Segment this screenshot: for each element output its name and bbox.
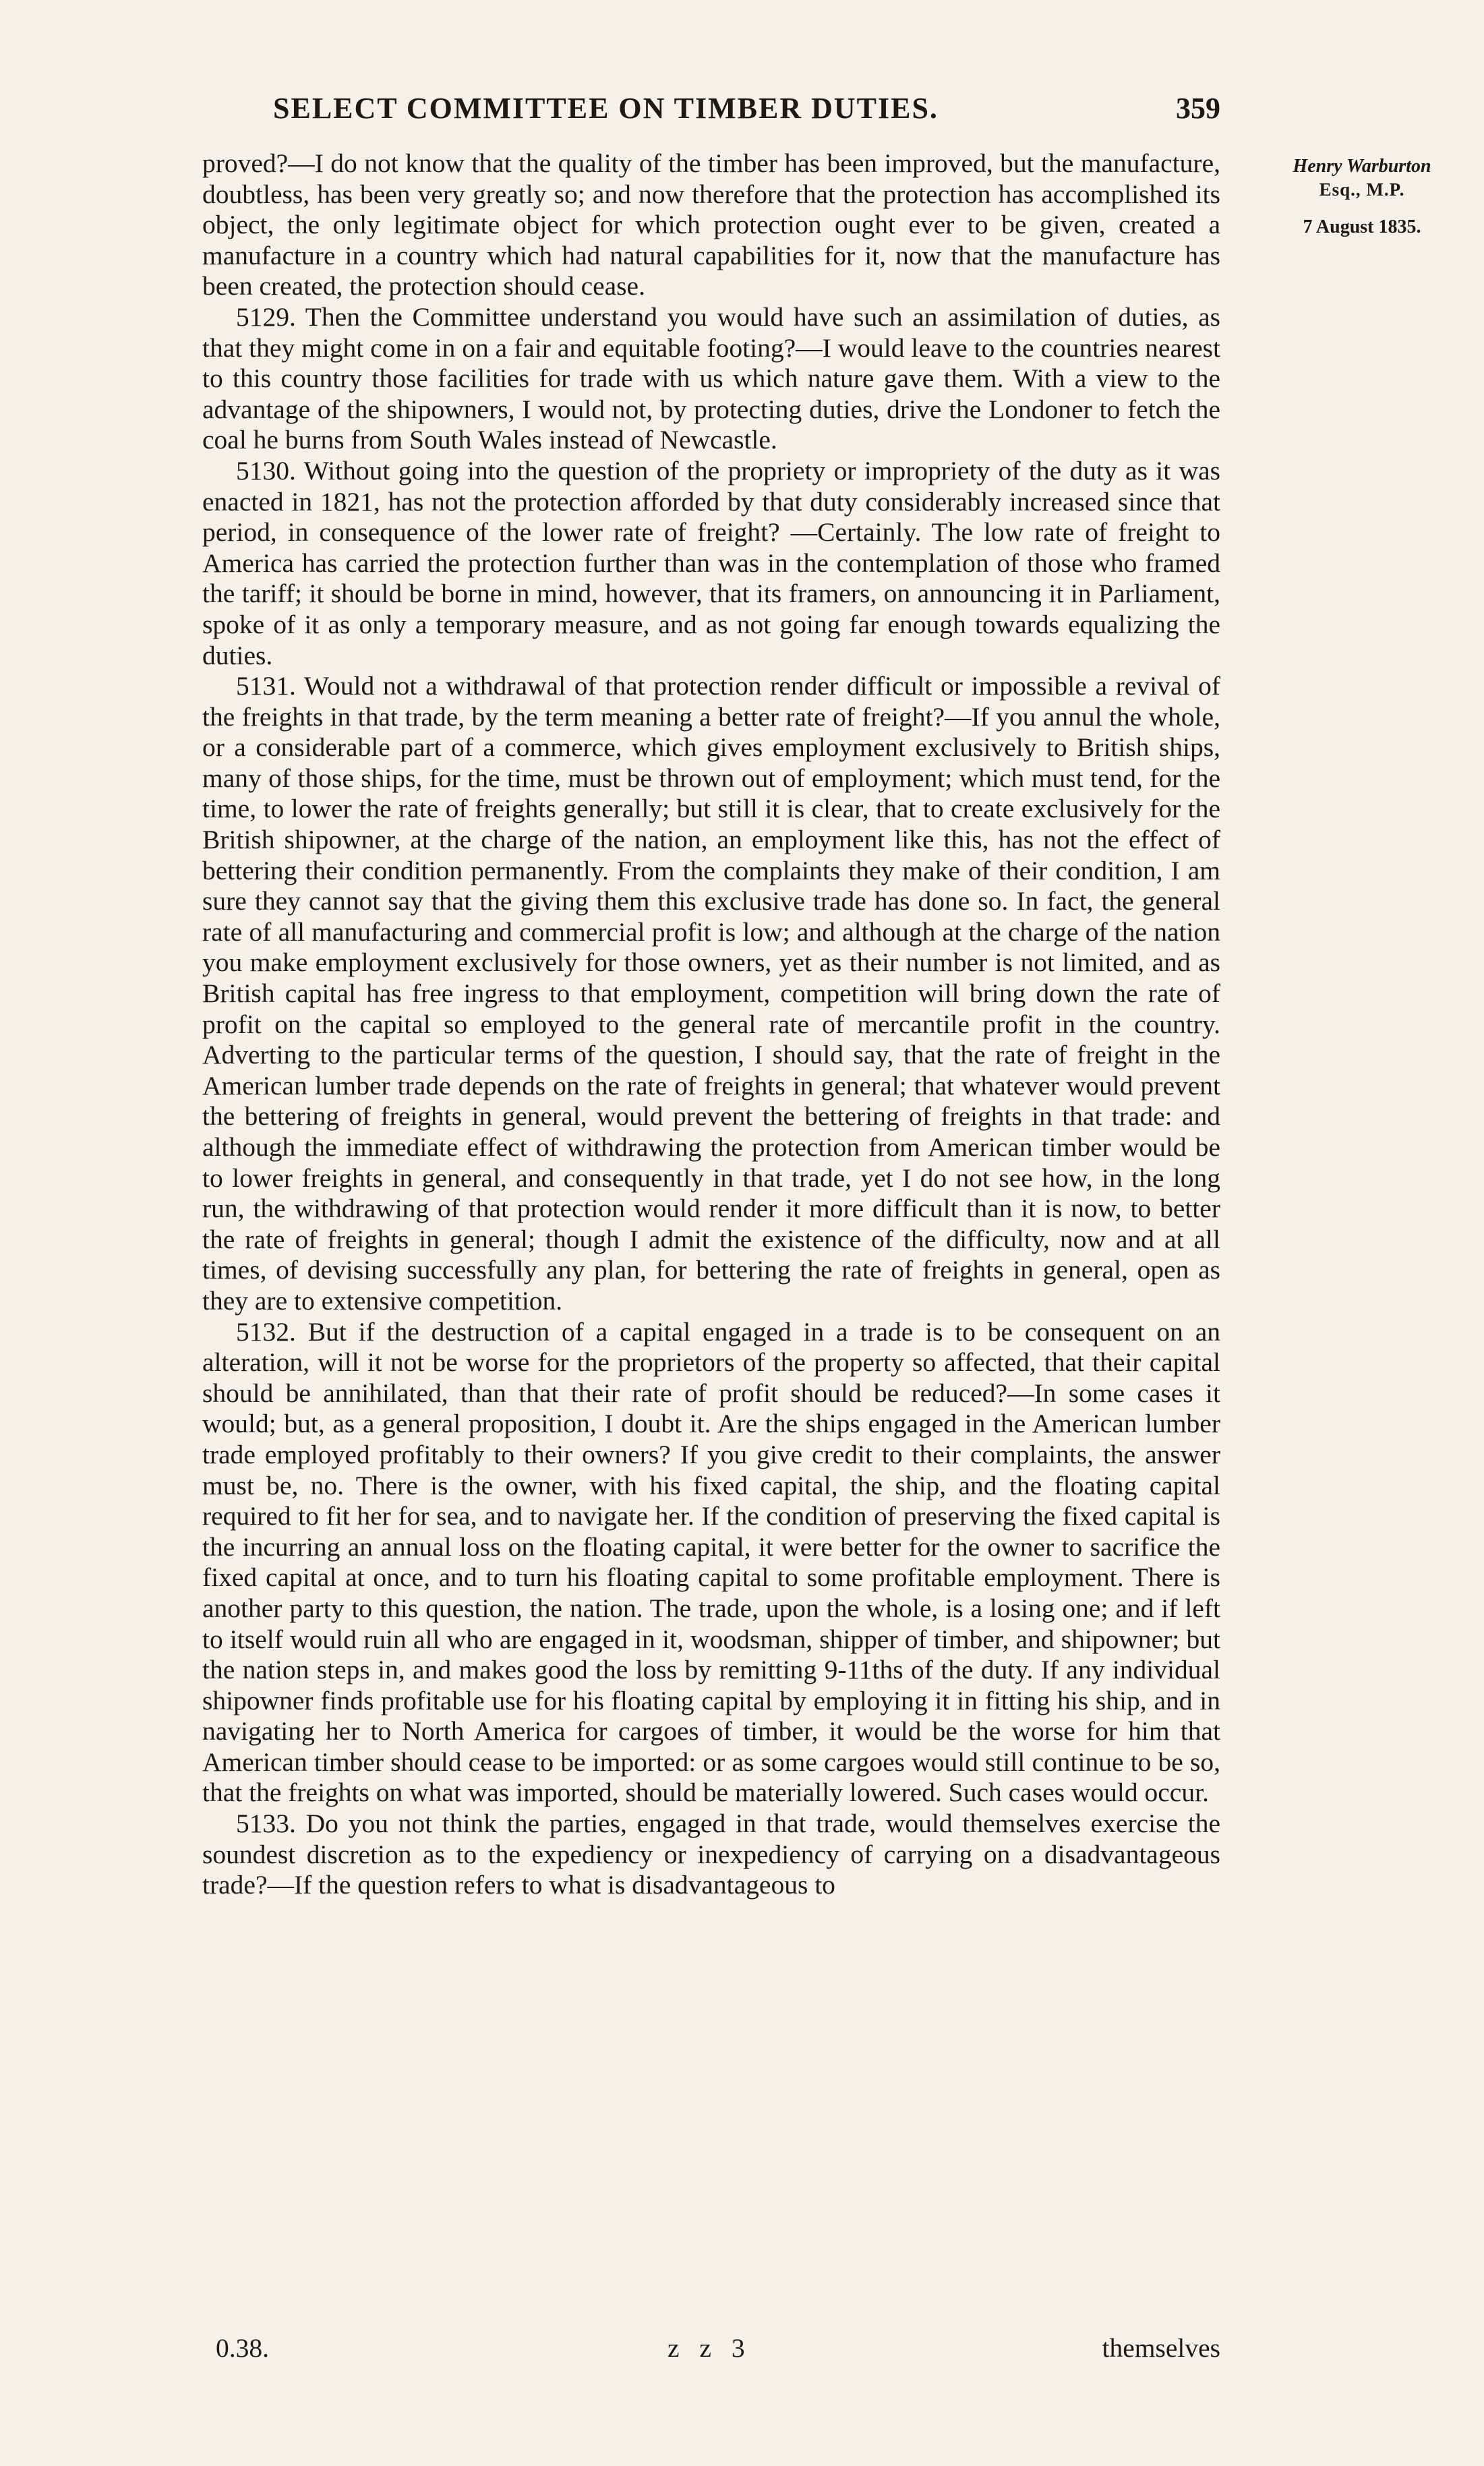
footer-right: themselves [1102, 2333, 1220, 2363]
paragraph: 5130. Without going into the question of the propriety or impropriety of the duty as it was enacted in 1821, has not the protection afforded by that duty considerably increased since that period, in consequence of the lower rate of freight? —Certainly. The low rate of freight to America has carried the protection further than was in the contemplation of those who framed the tariff; it should be borne in mind, however, that its framers, on announcing it in Parliament, spoke of it as only a temporary measure, and as not going far enough towards equalizing the duties. [202, 455, 1220, 670]
margin-date: 7 August 1835. [1303, 216, 1421, 237]
paragraph: proved?—I do not know that the quality of the timber has been improved, but the manufacture, doubtless, has been very greatly so; and now therefore that the protection has accomplished its object, the only legitimate object for which protection ought ever to be given, created a manufacture in a country which had natural capabilities for it, now that the manufacture has been created, the protection should cease. [202, 148, 1220, 301]
margin-name: Henry Warburton [1293, 156, 1431, 177]
document-body [202, 148, 1220, 1901]
paragraph: 5132. But if the destruction of a capital engaged in a trade is to be consequent on an alteration, will it not be worse for the proprietors of the property so affected, that their capital should be annihilated, than that their rate of profit should be reduced?—In some cases it would; but, as a general proposition, I doubt it. Are the ships engaged in the American lumber trade employed profitably to their owners? If you give credit to their complaints, the answer must be, no. There is the owner, with his fixed capital, the ship, and the floating capital required to fit her for sea, and to navigate her. If the condition of preserving the fixed capital is the incurring an annual loss on the floating capital, it were better for the owner to sacrifice the fixed capital at once, and to turn his floating capital to some profitable employment. There is another party to this question, the nation. The trade, upon the whole, is a losing one; and if left to itself would ruin all who are engaged in it, woodsman, shipper of timber, and shipowner; but the nation steps in, and makes good the loss by remitting 9-11ths of the duty. If any individual shipowner finds profitable use for his floating capital by employing it in fitting his ship, and in navigating her to North America for cargoes of timber, it would be the worse for him that American timber should cease to be imported: or as some cargoes would still continue to be so, that the freights on what was imported, should be materially lowered. Such cases would occur. [202, 1316, 1220, 1808]
paragraph: 5133. Do you not think the parties, engaged in that trade, would themselves exercise the soundest discretion as to the expediency or inexpediency of carrying on a disadvantageous trade?—If the question refers to what is disadvantageous to [202, 1809, 1220, 1900]
page-header [202, 91, 1220, 138]
page-footer [202, 2333, 1220, 2374]
margin-title: Esq., M.P. [1319, 179, 1405, 200]
footer-center: z z 3 [667, 2333, 752, 2363]
margin-note [1254, 155, 1470, 239]
page-title: SELECT COMMITTEE ON TIMBER DUTIES. [273, 92, 939, 125]
page-number: 359 [1176, 92, 1220, 125]
paragraph: 5129. Then the Committee understand you would have such an assimilation of duties, as that they might come in on a fair and equitable footing?—I would leave to the countries nearest to this country those facilities for trade with us which nature gave them. With a view to the advantage of the shipowners, I would not, by protecting duties, drive the Londoner to fetch the coal he burns from South Wales instead of Newcastle. [202, 301, 1220, 455]
footer-left: 0.38. [216, 2333, 269, 2363]
paragraph: 5131. Would not a withdrawal of that protection render difficult or impossible a revival of the freights in that trade, by the term meaning a better rate of freight?—If you annul the whole, or a considerable part of a commerce, which gives employment exclusively to British ships, many of those ships, for the time, must be thrown out of employment; which must tend, for the time, to lower the rate of freights generally; but still it is clear, that to create exclusively for the British shipowner, at the charge of the nation, an employment like this, has not the effect of bettering their condition permanently. From the complaints they make of their condition, I am sure they cannot say that the giving them this exclusive trade has done so. In fact, the general rate of all manufacturing and commercial profit is low; and although at the charge of the nation you make employment exclusively for those owners, yet as their number is not limited, and as British capital has free ingress to that employment, competition will bring down the rate of profit on the capital so employed to the general rate of mercantile profit in the country. Adverting to the particular terms of the question, I should say, that the rate of freight in the American lumber trade depends on the rate of freights in general; that whatever would prevent the bettering of freights in general, would prevent the bettering of freights in that trade: and although the immediate effect of withdrawing the protection from American timber would be to lower freights in general, and consequently in that trade, yet I do not see how, in the long run, the withdrawing of that protection would render it more difficult than it is now, to better the rate of freights in general; though I admit the existence of the difficulty, now and at all times, of devising successfully any plan, for bettering the rate of freights in general, open as they are to extensive competition. [202, 671, 1220, 1316]
